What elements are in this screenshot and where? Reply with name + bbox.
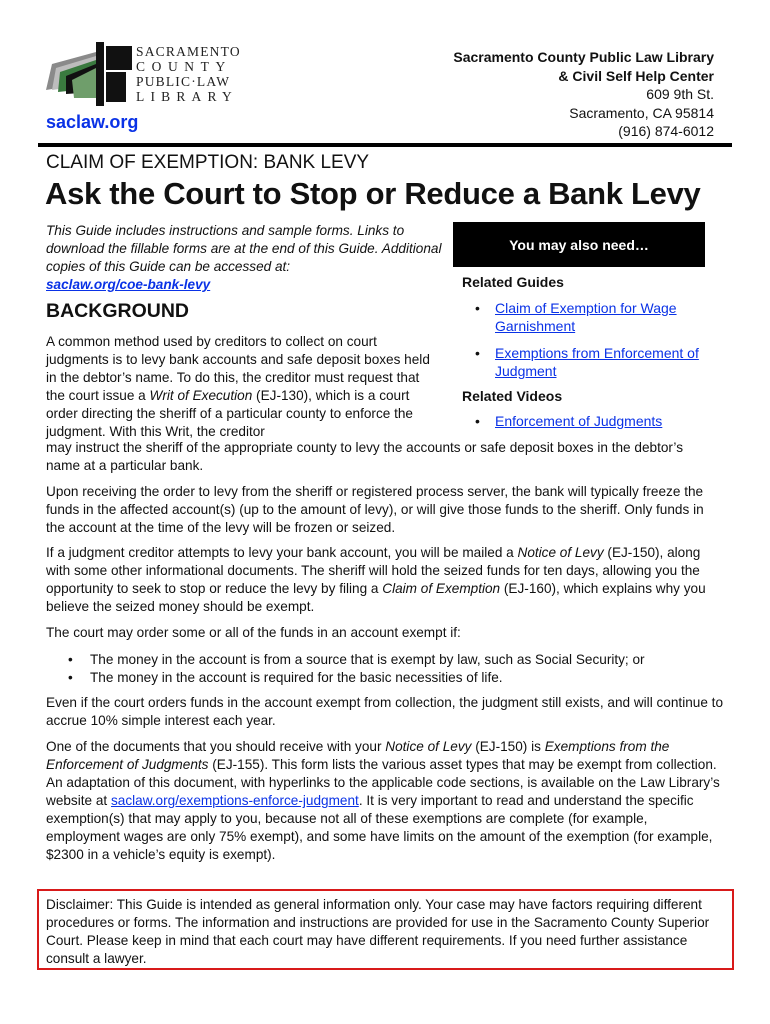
list-item: • The money in the account is from a source that is exempt by law, such as Social Security; or (46, 651, 736, 669)
video-link-enforcement[interactable]: Enforcement of Judgments (495, 413, 663, 429)
p3-text-2: (EJ-150), along with some other informational documents. The sheriff will hold the seized funds for ten days, allowing you the opportunity to seek to stop or reduce the levy by filing a (46, 545, 701, 596)
header-divider (38, 143, 732, 147)
exempt-conditions-list (46, 651, 736, 687)
library-address (453, 48, 714, 141)
p6-text-4: . It is very important to read and understand the specific exemption(s) that may apply to you, because not all of these exemptions are complete (for example, employment wages are only 75% exempt), and some have limits on the amount of the exemption (for example, $2300 in a vehicle’s equity is exempt). (46, 793, 713, 862)
site-link[interactable]: saclaw.org (46, 112, 139, 132)
sidebar-heading: You may also need… (453, 222, 705, 267)
p6-emphasis-2: Exemptions from the Enforcement of Judgments (46, 739, 670, 772)
list-item: • The money in the account is required for the basic necessities of life. (46, 669, 736, 687)
logo-line-3: PUBLIC·LAW (136, 74, 231, 89)
address-line-1: Sacramento County Public Law Library (453, 49, 714, 65)
p6-emphasis-1: Notice of Levy (385, 739, 472, 754)
p3-text: If a judgment creditor attempts to levy your bank account, you will be mailed a (46, 545, 518, 560)
related-resources-box (453, 222, 705, 440)
guide-link-exemptions[interactable]: Exemptions from Enforcement of Judgment (495, 345, 699, 379)
address-line-3: 609 9th St. (646, 86, 714, 102)
p1-text: A common method used by creditors to collect on court judgments is to levy bank accounts and safe deposit boxes held in the debtor’s name. To do this, the creditor must request that the court issue a (46, 334, 430, 403)
logo-wordmark (136, 44, 241, 104)
related-guides-list (453, 299, 705, 380)
book-logo-icon (44, 42, 132, 106)
intro-text (46, 222, 446, 294)
logo-line-2: COUNTY (136, 59, 232, 74)
p1-emphasis: Writ of Execution (149, 388, 253, 403)
guide-link-wage-garnishment[interactable]: Claim of Exemption for Wage Garnishment (495, 300, 677, 334)
disclaimer-box: Disclaimer: This Guide is intended as general information only. Your case may have factors requiring different procedures or forms. The information and instructions are provided for use in the Sacramento County Superior Court. Please keep in mind that each court may have different requirements. If you need further assistance consult a lawyer. (37, 889, 734, 970)
list-item (453, 344, 705, 380)
paragraph-levy-method-cont: may instruct the sheriff of the appropriate county to levy the accounts or safe deposit boxes in the debtor’s name at a particular bank. (46, 440, 684, 473)
p1-text-cont: (EJ-130), which is a court order directing the sheriff of a particular county to enforce the judgment. With this Writ, the creditor (46, 388, 413, 439)
library-logo (44, 42, 254, 108)
logo-line-1: SACRAMENTO (136, 44, 241, 59)
doc-subtitle: CLAIM OF EXEMPTION: BANK LEVY (46, 152, 370, 173)
p3-emphasis-2: Claim of Exemption (382, 581, 501, 596)
paragraph-levy-method (46, 333, 431, 441)
p3-text-3: (EJ-160), which explains why you believe the seized money should be exempt. (46, 581, 706, 614)
address-line-2: & Civil Self Help Center (558, 67, 714, 84)
paragraph-bank-freeze: Upon receiving the order to levy from the sheriff or registered process server, the bank will typically freeze the funds in the affected account(s) (up to the amount of levy), or will give those funds to the sheriff. Only funds in the account at the time of the levy will be frozen or seized. (46, 484, 704, 535)
related-videos-title: Related Videos (462, 388, 563, 404)
list-item (453, 299, 705, 335)
address-line-4: Sacramento, CA 95814 (569, 104, 714, 121)
paragraph-judgment-exists: Even if the court orders funds in the account exempt from collection, the judgment still exists, and will continue to accrue 10% simple interest each year. (46, 695, 724, 728)
p3-emphasis-1: Notice of Levy (517, 545, 604, 560)
intro-body: This Guide includes instructions and sample forms. Links to download the fillable forms are at the end of this Guide. Additional copies of this Guide can be accessed at: (46, 223, 442, 274)
related-guides-title: Related Guides (462, 274, 564, 290)
page-title: Ask the Court to Stop or Reduce a Bank Levy (45, 176, 701, 211)
background-heading: BACKGROUND (46, 300, 189, 322)
p6-text-3: (EJ-155). This form lists the various asset types that may be exempt from collection. An adaptation of this document, with hyperlinks to the applicable code sections, is available on the Law Library’s website at (46, 757, 720, 808)
paragraph-notice-of-levy (46, 544, 722, 616)
list-item (453, 412, 705, 430)
related-videos-list (453, 412, 705, 430)
exemptions-link[interactable]: saclaw.org/exemptions-enforce-judgment (110, 793, 359, 808)
paragraph-court-may-order: The court may order some or all of the funds in an account exempt if: (46, 625, 461, 640)
logo-line-4: LIBRARY (136, 89, 238, 104)
address-phone: (916) 874-6012 (618, 123, 714, 139)
paragraph-exemptions-doc (46, 738, 722, 864)
intro-guide-link[interactable]: saclaw.org/coe-bank-levy (46, 277, 211, 292)
p6-text: One of the documents that you should receive with your (46, 739, 386, 754)
p6-text-2: (EJ-150) is (471, 739, 545, 754)
